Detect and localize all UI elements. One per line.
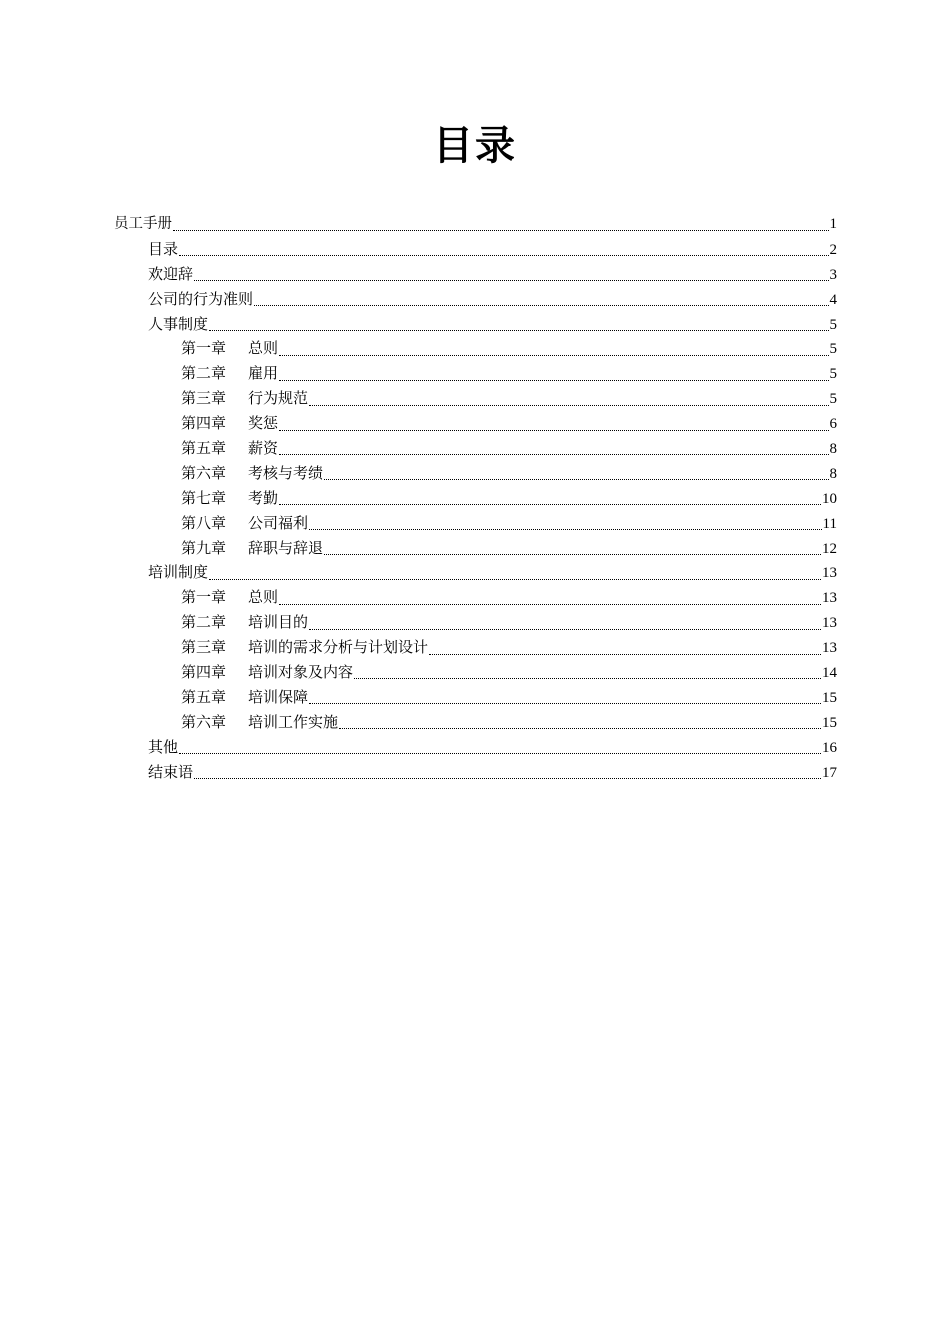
toc-entry-page-number: 5 — [829, 341, 837, 358]
toc-dot-leader — [279, 603, 821, 605]
toc-entry-page-number: 13 — [822, 615, 837, 632]
toc-entry-page-number: 1 — [829, 216, 837, 232]
toc-entry-page-number: 3 — [829, 266, 837, 283]
toc-entry[interactable] — [114, 486, 837, 511]
toc-entry-page-number: 13 — [822, 590, 837, 607]
toc-entry-chapter: 第一章 — [181, 588, 227, 607]
toc-entry[interactable] — [114, 511, 837, 536]
toc-entry[interactable] — [114, 610, 837, 635]
toc-entry-chapter: 第六章 — [181, 712, 227, 731]
toc-dot-leader — [173, 229, 829, 231]
toc-entry-label: 雇用 — [248, 364, 279, 383]
toc-entry[interactable] — [114, 710, 837, 735]
toc-entry-label: 总则 — [248, 339, 279, 358]
toc-entry-label: 辞职与辞退 — [248, 538, 324, 557]
toc-entry[interactable] — [114, 461, 837, 486]
toc-entry-page-number: 17 — [822, 764, 837, 781]
toc-entry[interactable] — [114, 560, 837, 585]
toc-entry-label: 奖惩 — [248, 414, 279, 433]
toc-dot-leader — [309, 628, 821, 630]
toc-entry[interactable] — [114, 361, 837, 386]
toc-dot-leader — [254, 304, 828, 306]
toc-entry-page-number: 4 — [829, 291, 837, 308]
toc-entry-chapter: 第五章 — [181, 687, 227, 706]
toc-dot-leader — [279, 503, 821, 505]
toc-entry-label: 公司的行为准则 — [148, 289, 254, 308]
toc-entry-label: 培训工作实施 — [248, 712, 339, 731]
toc-dot-leader — [209, 578, 821, 580]
toc-entry-label: 培训对象及内容 — [248, 663, 354, 682]
toc-dot-leader — [429, 653, 821, 655]
toc-entry-label: 欢迎辞 — [148, 264, 194, 283]
toc-entry[interactable] — [114, 536, 837, 561]
toc-dot-leader — [309, 528, 822, 530]
toc-entry-page-number: 6 — [829, 416, 837, 433]
toc-entry-label: 其他 — [148, 737, 179, 756]
toc-entry-chapter: 第九章 — [181, 538, 227, 557]
toc-entry-chapter: 第四章 — [181, 663, 227, 682]
toc-entry-label: 行为规范 — [248, 389, 309, 408]
toc-entry-page-number: 13 — [822, 565, 837, 582]
toc-entry-page-number: 5 — [829, 316, 837, 333]
table-of-contents — [114, 212, 837, 784]
toc-dot-leader — [279, 354, 828, 356]
toc-entry[interactable] — [114, 237, 837, 262]
toc-dot-leader — [309, 702, 821, 704]
toc-entry-label: 目录 — [148, 239, 179, 258]
toc-entry-chapter: 第三章 — [181, 638, 227, 657]
toc-entry-page-number: 12 — [822, 540, 837, 557]
toc-entry[interactable] — [114, 336, 837, 361]
toc-dot-leader — [179, 752, 821, 754]
toc-entry-label: 考核与考绩 — [248, 463, 324, 482]
toc-entry-label: 员工手册 — [114, 216, 172, 232]
toc-dot-leader — [324, 553, 821, 555]
toc-entry[interactable] — [114, 660, 837, 685]
toc-dot-leader — [339, 727, 821, 729]
toc-entry[interactable] — [114, 585, 837, 610]
toc-entry-chapter: 第五章 — [181, 439, 227, 458]
toc-entry[interactable] — [114, 635, 837, 660]
toc-dot-leader — [209, 329, 828, 331]
toc-entry-page-number: 15 — [822, 689, 837, 706]
toc-entry-chapter: 第六章 — [181, 463, 227, 482]
toc-entry-chapter: 第二章 — [181, 364, 227, 383]
toc-entry-label: 总则 — [248, 588, 279, 607]
toc-entry[interactable] — [114, 411, 837, 436]
toc-entry-chapter: 第八章 — [181, 513, 227, 532]
toc-entry-page-number: 13 — [822, 640, 837, 657]
toc-dot-leader — [354, 677, 821, 679]
toc-entry-label: 薪资 — [248, 439, 279, 458]
toc-dot-leader — [279, 429, 828, 431]
toc-entry[interactable] — [114, 212, 837, 237]
toc-entry-chapter: 第四章 — [181, 414, 227, 433]
toc-entry[interactable] — [114, 287, 837, 312]
toc-dot-leader — [279, 453, 828, 455]
toc-entry-page-number: 5 — [829, 366, 837, 383]
toc-entry-page-number: 14 — [822, 665, 837, 682]
toc-entry[interactable] — [114, 312, 837, 337]
toc-entry-label: 人事制度 — [148, 314, 209, 333]
toc-dot-leader — [309, 404, 828, 406]
toc-entry-page-number: 11 — [822, 515, 837, 532]
toc-entry-page-number: 16 — [822, 739, 837, 756]
toc-entry-label: 培训目的 — [248, 613, 309, 632]
toc-entry-label: 培训保障 — [248, 687, 309, 706]
toc-entry-chapter: 第一章 — [181, 339, 227, 358]
toc-dot-leader — [179, 254, 828, 256]
toc-entry-page-number: 5 — [829, 391, 837, 408]
toc-dot-leader — [194, 777, 821, 779]
toc-dot-leader — [324, 478, 828, 480]
toc-entry-page-number: 15 — [822, 714, 837, 731]
toc-entry[interactable] — [114, 436, 837, 461]
toc-dot-leader — [279, 379, 828, 381]
toc-entry-label: 结束语 — [148, 762, 194, 781]
toc-dot-leader — [194, 279, 828, 281]
toc-entry-chapter: 第三章 — [181, 389, 227, 408]
toc-entry-label: 培训制度 — [148, 563, 209, 582]
page-title: 目录 — [433, 123, 517, 169]
toc-entry-page-number: 2 — [829, 241, 837, 258]
toc-entry-label: 公司福利 — [248, 513, 309, 532]
toc-entry[interactable] — [114, 735, 837, 760]
toc-entry[interactable] — [114, 262, 837, 287]
toc-entry-chapter: 第七章 — [181, 488, 227, 507]
toc-entry-page-number: 8 — [829, 465, 837, 482]
toc-entry[interactable] — [114, 760, 837, 785]
toc-entry-label: 考勤 — [248, 488, 279, 507]
toc-entry-page-number: 10 — [822, 490, 837, 507]
toc-entry[interactable] — [114, 386, 837, 411]
toc-entry-label: 培训的需求分析与计划设计 — [248, 638, 429, 657]
toc-entry-chapter: 第二章 — [181, 613, 227, 632]
toc-entry-page-number: 8 — [829, 441, 837, 458]
toc-entry[interactable] — [114, 685, 837, 710]
